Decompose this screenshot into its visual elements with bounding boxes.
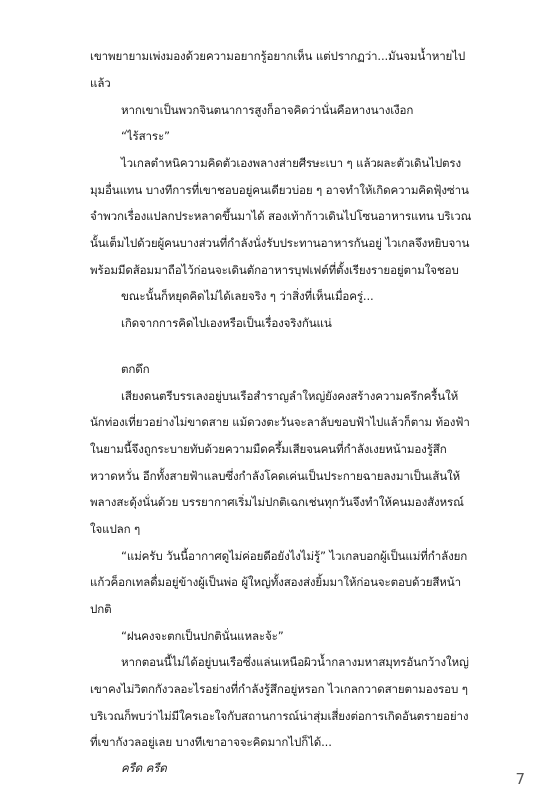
- text-line: จำพวกเรื่องแปลกประหลาดขึ้นมาได้ สองเท้าก้าวเดินไปโซนอาหารแทน บริเวณ: [90, 209, 472, 223]
- section-heading: ตกดึก: [121, 362, 150, 376]
- text-line: ในยามนี้จึงถูกระบายทับด้วยความมืดครึ้มเสียจนคนที่กำลังเงยหน้ามองรู้สึก: [90, 442, 447, 456]
- text-line: แล้ว: [90, 76, 111, 90]
- text-line: หวาดหวั่น อีกทั้งสายฟ้าแลบซึ่งกำลังโคดเค่นเป็นประกายฉายลงมาเป็นเส้นให้: [90, 469, 461, 483]
- sound-effect-text: ครืด ครืด: [121, 761, 167, 775]
- page-number: 7: [515, 770, 525, 788]
- text-line: บริเวณก็พบว่าไม่มีใครเอะใจกับสถานการณ์น่าสุ่มเสี่ยงต่อการเกิดอันตรายอย่าง: [90, 709, 469, 723]
- text-line: ปกติ: [90, 602, 112, 616]
- text-line: นั้นเต็มไปด้วยผู้คนบางส่วนที่กำลังนั่งรับประทานอาหารกันอยู่ ไวเกลจึงหยิบจาน: [90, 236, 470, 250]
- text-line: “ฝนคงจะตกเป็นปกตินั่นแหละจ้ะ”: [121, 629, 284, 643]
- text-line: แก้วค็อกเทลดื่มอยู่ข้างผู้เป็นพ่อ ผู้ใหญ่ทั้งสองส่งยิ้มมาให้ก่อนจะตอบด้วยสีหน้า: [90, 575, 461, 589]
- text-line: เสียงดนตรีบรรเลงอยู่บนเรือสำราญลำใหญ่ยังคงสร้างความครึกครื้นให้: [121, 389, 459, 403]
- text-line: เขาพยายามเพ่งมองด้วยความอยากรู้อยากเห็น แต่ปรากฏว่า...มันจมน้ำหายไป: [90, 49, 466, 63]
- text-line: ใจแปลก ๆ: [90, 522, 141, 536]
- text-line: ขณะนั้นก็หยุดคิดไม่ได้เลยจริง ๆ ว่าสิ่งที่เห็นเมื่อครู่...: [121, 289, 374, 303]
- text-line: พร้อมมีดส้อมมาถือไว้ก่อนจะเดินตักอาหารบุฟเฟต์ที่ตั้งเรียงรายอยู่ตามใจชอบ: [90, 263, 459, 277]
- text-line: มุมอื่นแทน บางทีการที่เขาชอบอยู่คนเดียวบ่อย ๆ อาจทำให้เกิดความคิดฟุ้งซ่าน: [90, 183, 469, 197]
- text-line: เกิดจากการคิดไปเองหรือเป็นเรื่องจริงกันแน่: [121, 316, 332, 330]
- text-line: “ไร้สาระ”: [121, 129, 170, 143]
- text-line: หากเขาเป็นพวกจินตนาการสูงก็อาจคิดว่านั่นคือหางนางเงือก: [121, 103, 414, 117]
- text-line: เขาคงไม่วิตกกังวลอะไรอย่างที่กำลังรู้สึกอยู่หรอก ไวเกลกวาดสายตามองรอบ ๆ: [90, 682, 468, 696]
- text-line: พลางสะดุ้งนั่นด้วย บรรยากาศเริ่มไม่ปกติเฉกเช่นทุกวันจึงทำให้คนมองสังหรณ์: [90, 495, 464, 509]
- text-line: ที่เขากังวลอยู่เลย บางทีเขาอาจจะคิดมากไปก็ได้...: [90, 735, 332, 749]
- text-line: “แม่ครับ วันนี้อากาศดูไม่ค่อยดีอยังไงไม่รู้” ไวเกลบอกผู้เป็นแม่ที่กำลังยก: [121, 549, 468, 563]
- text-line: ไวเกลตำหนิความคิดตัวเองพลางส่ายศีรษะเบา ๆ แล้วผละตัวเดินไปตรง: [121, 156, 462, 170]
- text-line: หากตอนนี้ไม่ได้อยู่บนเรือซึ่งแล่นเหนือผิวน้ำกลางมหาสมุทรอันกว้างใหญ่: [121, 655, 469, 669]
- text-line: นักท่องเที่ยวอย่างไม่ขาดสาย แม้ดวงตะวันจะลาลับขอบฟ้าไปแล้วก็ตาม ท้องฟ้า: [90, 415, 470, 429]
